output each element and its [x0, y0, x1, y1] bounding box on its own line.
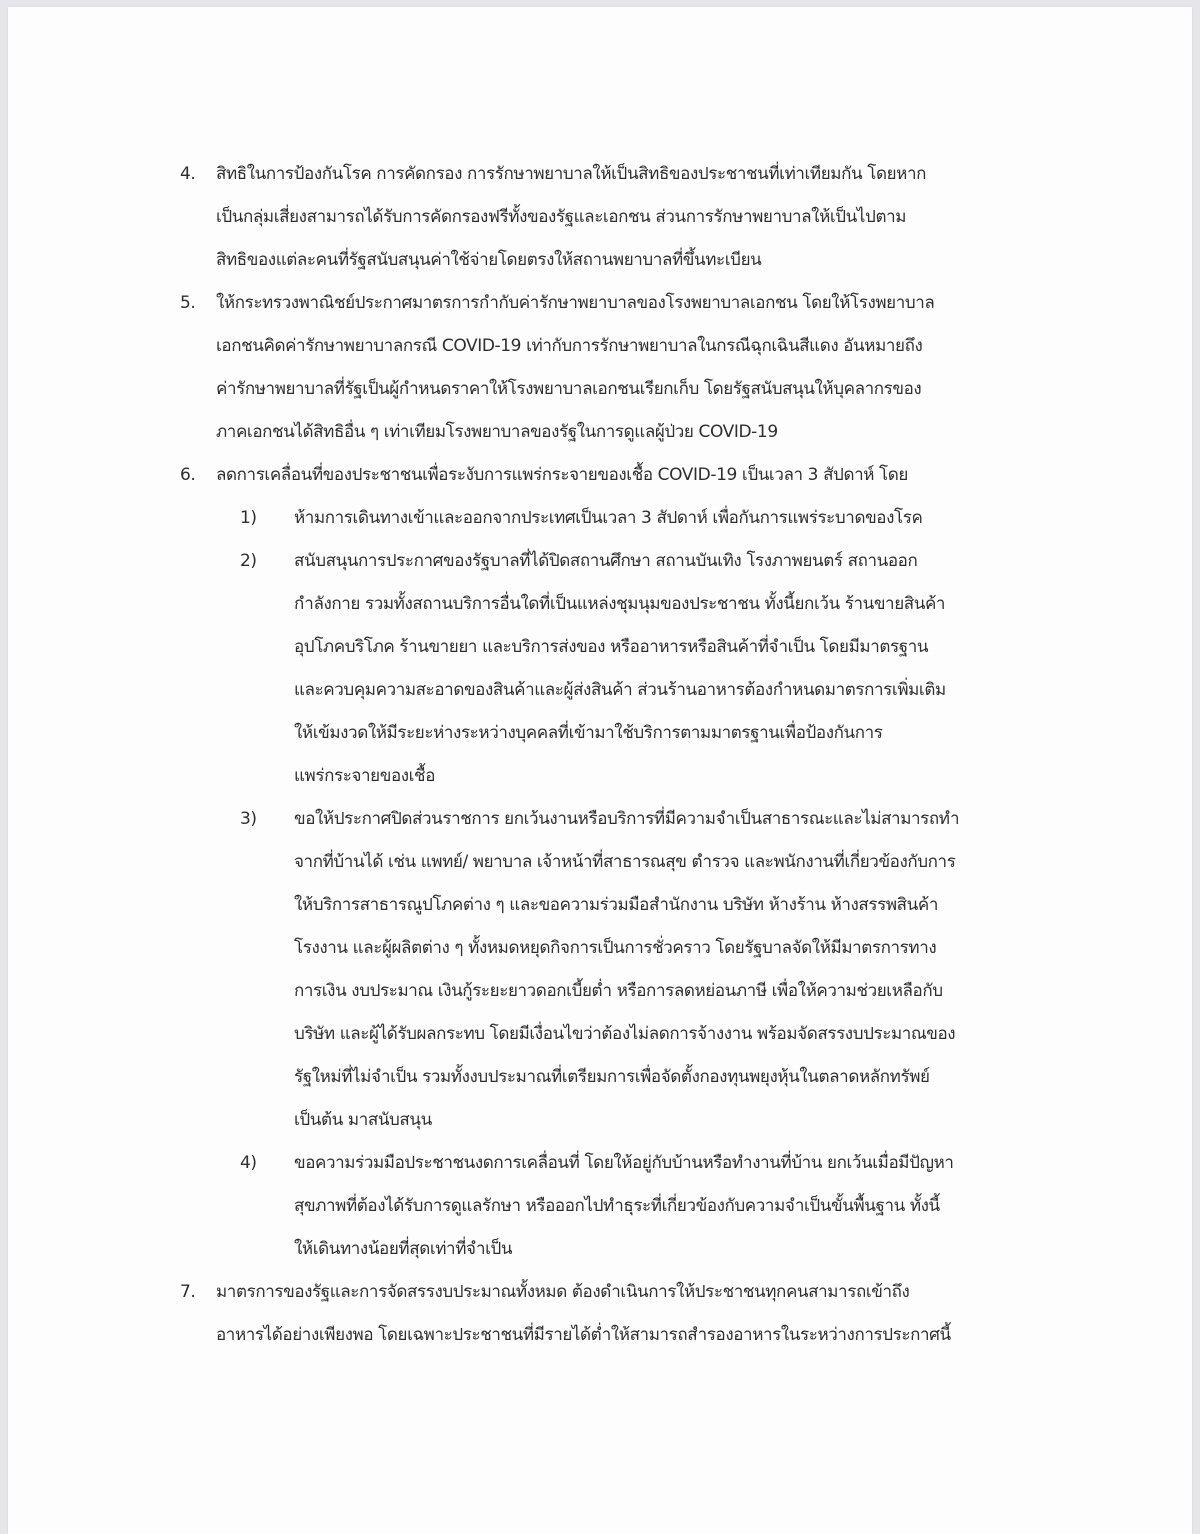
item-text-line: เอกชนคิดค่ารักษาพยาบาลกรณี COVID-19 เท่ากับการรักษาพยาบาลในกรณีฉุกเฉินสีแดง อันหมายถึง: [216, 336, 923, 356]
sub-item-number: 4): [240, 1153, 257, 1173]
sub-item-text-line: กำลังกาย รวมทั้งสถานบริการอื่นใดที่เป็นแหล่งชุมนุมของประชาชน ทั้งนี้ยกเว้น ร้านขายสินค้า: [294, 594, 946, 614]
sub-item-number: 3): [240, 809, 257, 829]
sub-list-item-3: [188, 798, 1060, 1142]
item-number: 5.: [180, 293, 196, 313]
document-page: [8, 7, 1192, 1534]
item-text-line: ภาคเอกชนได้สิทธิอื่น ๆ เท่าเทียมโรงพยาบาลของรัฐในการดูแลผู้ป่วย COVID-19: [216, 422, 778, 442]
sub-item-text-line: ให้เดินทางน้อยที่สุดเท่าที่จำเป็น: [294, 1239, 513, 1259]
sub-list-item-2: [188, 540, 1060, 798]
sub-item-text-line: สนับสนุนการประกาศของรัฐบาลที่ได้ปิดสถานศึกษา สถานบันเทิง โรงภาพยนตร์ สถานออก: [294, 551, 918, 571]
list-item-7: [180, 1271, 1060, 1357]
sub-item-text-line: แพร่กระจายของเชื้อ: [294, 766, 436, 786]
sub-item-text-line: ให้บริการสาธารณูปโภคต่าง ๆ และขอความร่วมมือสำนักงาน บริษัท ห้างร้าน ห้างสรรพสินค้า: [294, 895, 938, 915]
sub-item-text-line: อุปโภคบริโภค ร้านขายยา และบริการส่งของ หรืออาหารหรือสินค้าที่จำเป็น โดยมีมาตรฐาน: [294, 637, 929, 657]
list-item-4: [180, 153, 1060, 282]
item-text-line: ลดการเคลื่อนที่ของประชาชนเพื่อระงับการแพร่กระจายของเชื้อ COVID-19 เป็นเวลา 3 สัปดาห์ โดย: [216, 465, 908, 485]
sub-item-text-line: สุขภาพที่ต้องได้รับการดูแลรักษา หรือออกไปทำธุระที่เกี่ยวข้องกับความจำเป็นขั้นพื้นฐาน ทั้งนี้: [294, 1196, 940, 1216]
sub-item-text-line: โรงงาน และผู้ผลิตต่าง ๆ ทั้งหมดหยุดกิจการเป็นการชั่วคราว โดยรัฐบาลจัดให้มีมาตรการทาง: [294, 938, 937, 958]
list-item-5: [180, 282, 1060, 454]
item-number: 6.: [180, 465, 196, 485]
sub-item-number: 2): [240, 551, 257, 571]
sub-item-text-line: เป็นต้น มาสนับสนุน: [294, 1110, 432, 1130]
sub-item-text-line: การเงิน งบประมาณ เงินกู้ระยะยาวดอกเบี้ยต่ำ หรือการลดหย่อนภาษี เพื่อให้ความช่วยเหลือกับ: [294, 981, 943, 1001]
item-text-line: อาหารได้อย่างเพียงพอ โดยเฉพาะประชาชนที่มีรายได้ต่ำให้สามารถสำรองอาหารในระหว่างการประกาศนี้: [216, 1325, 951, 1345]
document-body: [180, 153, 1060, 1357]
item-text-line: สิทธิของแต่ละคนที่รัฐสนับสนุนค่าใช้จ่ายโดยตรงให้สถานพยาบาลที่ขึ้นทะเบียน: [216, 250, 762, 270]
item-text-line: สิทธิในการป้องกันโรค การคัดกรอง การรักษาพยาบาลให้เป็นสิทธิของประชาชนที่เท่าเทียมกัน โดยหาก: [216, 164, 926, 184]
item-number: 7.: [180, 1282, 196, 1302]
list-item-6: [180, 454, 1060, 497]
item-number: 4.: [180, 164, 196, 184]
sub-item-text-line: จากที่บ้านได้ เช่น แพทย์/ พยาบาล เจ้าหน้าที่สาธารณสุข ตำรวจ และพนักงานที่เกี่ยวข้องกับการ: [294, 852, 956, 872]
sub-item-text-line: และควบคุมความสะอาดของสินค้าและผู้ส่งสินค้า ส่วนร้านอาหารต้องกำหนดมาตรการเพิ่มเติม: [294, 680, 946, 700]
sub-item-text-line: ให้เข้มงวดให้มีระยะห่างระหว่างบุคคลที่เข้ามาใช้บริการตามมาตรฐานเพื่อป้องกันการ: [294, 723, 883, 743]
sub-list-item-1: [188, 497, 1060, 540]
sub-item-text-line: ห้ามการเดินทางเข้าและออกจากประเทศเป็นเวลา 3 สัปดาห์ เพื่อกันการแพร่ระบาดของโรค: [294, 508, 923, 528]
item-text-line: ให้กระทรวงพาณิชย์ประกาศมาตรการกำกับค่ารักษาพยาบาลของโรงพยาบาลเอกชน โดยให้โรงพยาบาล: [216, 293, 935, 313]
sub-item-text-line: ขอความร่วมมือประชาชนงดการเคลื่อนที่ โดยให้อยู่กับบ้านหรือทำงานที่บ้าน ยกเว้นเมื่อมีปัญหา: [294, 1153, 954, 1173]
sub-item-number: 1): [240, 508, 257, 528]
item-text-line: มาตรการของรัฐและการจัดสรรงบประมาณทั้งหมด ต้องดำเนินการให้ประชาชนทุกคนสามารถเข้าถึง: [216, 1282, 910, 1302]
sub-list-item-4: [188, 1142, 1060, 1271]
sub-item-text-line: บริษัท และผู้ได้รับผลกระทบ โดยมีเงื่อนไขว่าต้องไม่ลดการจ้างงาน พร้อมจัดสรรงบประมาณของ: [294, 1024, 956, 1044]
item-text-line: ค่ารักษาพยาบาลที่รัฐเป็นผู้กำหนดราคาให้โรงพยาบาลเอกชนเรียกเก็บ โดยรัฐสนับสนุนให้บุคลากรของ: [216, 379, 922, 399]
sub-item-text-line: ขอให้ประกาศปิดส่วนราชการ ยกเว้นงานหรือบริการที่มีความจำเป็นสาธารณะและไม่สามารถทำ: [294, 809, 960, 829]
item-text-line: เป็นกลุ่มเสี่ยงสามารถได้รับการคัดกรองฟรีทั้งของรัฐและเอกชน ส่วนการรักษาพยาบาลให้เป็นไปตาม: [216, 207, 907, 227]
sub-item-text-line: รัฐใหม่ที่ไม่จำเป็น รวมทั้งงบประมาณที่เตรียมการเพื่อจัดตั้งกองทุนพยุงหุ้นในตลาดหลักทรัพย์: [294, 1067, 930, 1087]
